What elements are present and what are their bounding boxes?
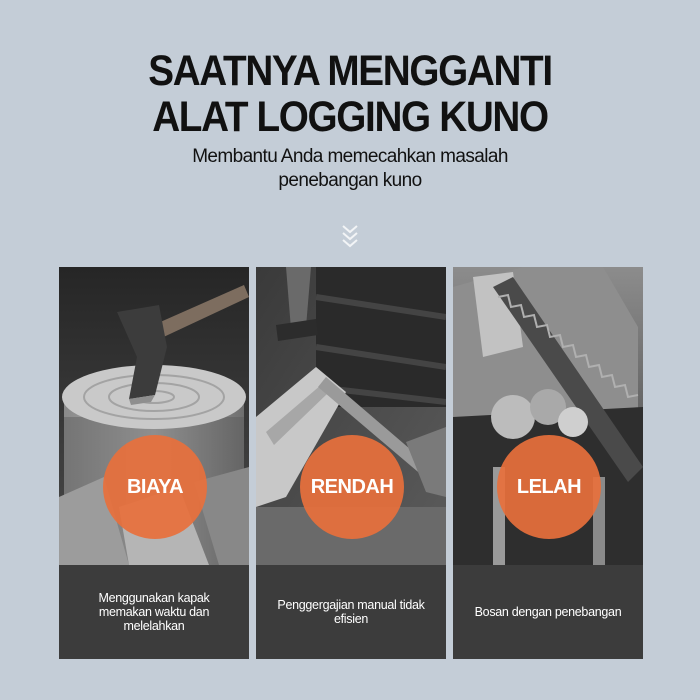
- card-tired: [453, 267, 643, 659]
- low-caption: Penggergajian manual tidak efisien: [277, 598, 425, 626]
- tired-caption-panel: [453, 565, 643, 659]
- tired-caption: Bosan dengan penebangan: [474, 605, 622, 619]
- headline-line-2: ALAT LOGGING KUNO: [152, 93, 548, 141]
- headline: [35, 48, 665, 140]
- subheadline: [0, 145, 700, 193]
- card-low: [256, 267, 446, 659]
- subheadline-line-2: penebangan kuno: [278, 170, 422, 191]
- low-badge: [300, 435, 404, 539]
- cost-caption-panel: [59, 565, 249, 659]
- card-cost: [59, 267, 249, 659]
- low-badge-label: RENDAH: [310, 475, 394, 498]
- double-chevron-down-icon: [338, 222, 362, 248]
- low-caption-panel: [256, 565, 446, 659]
- cost-badge-label: BIAYA: [126, 475, 184, 498]
- cost-caption: Menggunakan kapak memakan waktu dan melelahkan: [98, 591, 210, 633]
- cost-badge: [103, 435, 207, 539]
- subheadline-line-1: Membantu Anda memecahkan masalah: [192, 146, 508, 167]
- tired-badge-label: LELAH: [516, 475, 582, 498]
- headline-line-1: SAATNYA MENGGANTI: [148, 47, 552, 95]
- tired-badge: [497, 435, 601, 539]
